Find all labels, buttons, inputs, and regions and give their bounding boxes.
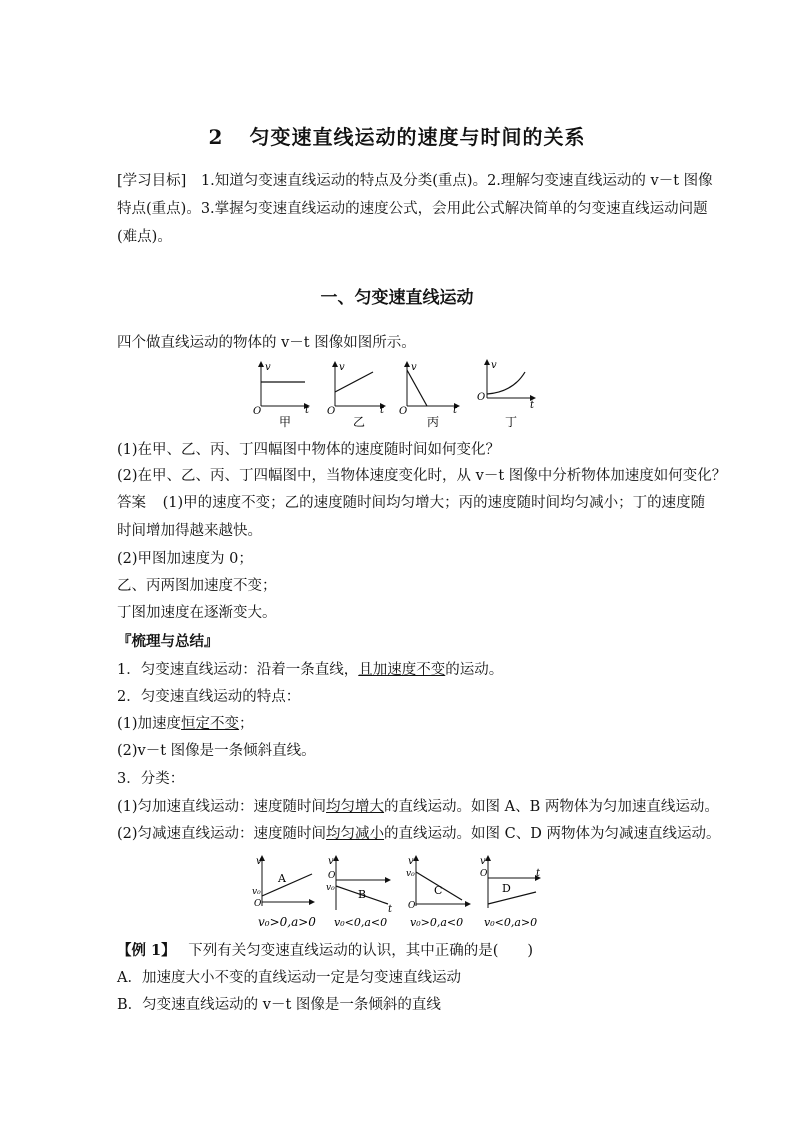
answer-line-3: (2)甲图加速度为 0；	[117, 551, 253, 567]
decreasing-velocity-line	[407, 370, 427, 406]
svg-text:O: O	[328, 871, 336, 881]
svg-text:O: O	[254, 899, 262, 909]
svg-text:O: O	[408, 901, 416, 911]
option-a: A．加速度大小不变的直线运动一定是匀变速直线运动	[117, 970, 461, 986]
summary-heading: 『梳理与总结』	[117, 633, 219, 650]
summary-point-3: 3．分类：	[117, 771, 185, 787]
graph-label-bing: 丙	[427, 415, 440, 429]
question-2: (2)在甲、乙、丙、丁四幅图中，当物体速度变化时，从 v－t 图像中分析物体加速度如何变化？	[117, 468, 727, 484]
graph-label-jia: 甲	[279, 415, 292, 429]
summary-point-2: 2．匀变速直线运动的特点：	[117, 689, 301, 705]
option-b: B．匀变速直线运动的 v－t 图像是一条倾斜的直线	[117, 997, 441, 1013]
svg-text:t: t	[536, 868, 541, 879]
svg-text:O: O	[253, 406, 262, 417]
svg-text:v: v	[339, 362, 345, 373]
example-question: 【例 1】 下列有关匀变速直线运动的认识，其中正确的是( )	[117, 942, 534, 959]
caption-c: v₀>0,a<0	[410, 916, 464, 929]
graph-label-yi: 乙	[353, 415, 366, 429]
graph-d	[480, 856, 541, 929]
svg-text:v: v	[256, 856, 262, 867]
line-label-b: B	[358, 888, 367, 901]
answer-line-1: 答案 (1)甲的速度不变；乙的速度随时间均匀增大；丙的速度随时间均匀减小；丁的速度随	[117, 495, 706, 511]
svg-text:v: v	[491, 360, 497, 371]
title-number: 2	[208, 125, 224, 149]
section-heading: 一、匀变速直线运动	[320, 288, 474, 308]
svg-text:v: v	[265, 362, 271, 373]
caption-b: v₀<0,a<0	[334, 916, 388, 929]
increasing-velocity-line	[335, 372, 373, 392]
svg-text:t: t	[380, 405, 385, 416]
svg-text:v: v	[328, 856, 334, 867]
svg-text:O: O	[477, 392, 486, 403]
graph-yi	[327, 362, 385, 429]
graph-c	[406, 856, 470, 929]
svg-text:v: v	[408, 856, 414, 867]
svg-text:O: O	[399, 406, 408, 417]
classification-graphs-figure	[248, 852, 548, 932]
accelerating-curve	[487, 372, 525, 394]
summary-point-3-1: (1)匀加速直线运动：速度随时间均匀增大的直线运动。如图 A、B 两物体为匀加速直线运动。	[117, 799, 719, 815]
graph-bing	[399, 362, 459, 429]
svg-text:t: t	[305, 405, 310, 416]
objectives-line-1: [学习目标] 1.知道匀变速直线运动的特点及分类(重点)。2.理解匀变速直线运动的 v－t 图像	[117, 173, 713, 189]
summary-point-2-2: (2)v－t 图像是一条倾斜直线。	[117, 743, 316, 759]
svg-text:v₀: v₀	[252, 887, 261, 897]
svg-text:O: O	[327, 406, 336, 417]
svg-text:v₀: v₀	[406, 869, 415, 879]
title-text: 匀变速直线运动的速度与时间的关系	[249, 125, 586, 149]
svg-text:v: v	[480, 856, 486, 867]
intro-text: 四个做直线运动的物体的 v－t 图像如图所示。	[117, 335, 416, 351]
answer-tag: 答案	[117, 495, 146, 511]
svg-text:t: t	[530, 400, 535, 411]
summary-point-2-1: (1)加速度恒定不变；	[117, 716, 254, 732]
answer-line-4: 乙、丙两图加速度不变；	[117, 578, 277, 594]
question-1: (1)在甲、乙、丙、丁四幅图中物体的速度随时间如何变化？	[117, 442, 501, 458]
svg-text:v: v	[411, 362, 417, 373]
page-title	[0, 121, 794, 150]
vt-graphs-figure	[245, 358, 555, 432]
line-label-d: D	[502, 882, 511, 895]
objectives-line-3: (难点)。	[117, 229, 172, 245]
caption-a: v₀>0,a>0	[258, 915, 316, 929]
graph-jia	[253, 362, 310, 429]
summary-point-3-2: (2)匀减速直线运动：速度随时间均匀减小的直线运动。如图 C、D 两物体为匀减速直线运动。	[117, 826, 721, 842]
graph-label-ding: 丁	[505, 415, 518, 429]
objectives-line-2: 特点(重点)。3.掌握匀变速直线运动的速度公式，会用此公式解决简单的匀变速直线运动问题	[117, 201, 708, 217]
objectives-tag: [学习目标]	[117, 173, 187, 189]
svg-text:t: t	[453, 405, 458, 416]
line-label-a: A	[278, 872, 286, 885]
summary-point-1: 1．匀变速直线运动：沿着一条直线，且加速度不变的运动。	[117, 662, 504, 678]
svg-text:O: O	[480, 869, 488, 879]
caption-d: v₀<0,a>0	[484, 916, 538, 929]
line-label-c: C	[434, 884, 443, 897]
svg-text:t: t	[388, 904, 393, 915]
example-tag: 【例 1】	[117, 942, 176, 959]
answer-line-5: 丁图加速度在逐渐变大。	[117, 605, 277, 621]
graph-ding	[477, 360, 535, 429]
graph-a	[252, 856, 316, 929]
svg-text:v₀: v₀	[326, 883, 335, 893]
answer-line-2: 时间增加得越来越快。	[117, 523, 262, 539]
graph-b	[326, 856, 393, 929]
